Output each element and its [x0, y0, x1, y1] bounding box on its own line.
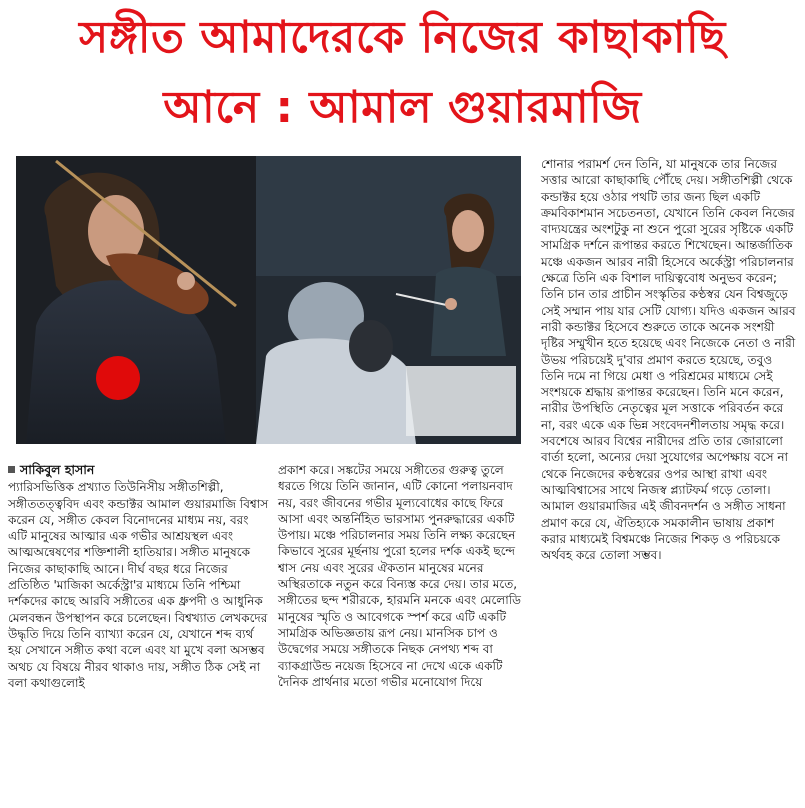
headline-line-2: আনে : আমাল গুয়ারমাজি	[163, 82, 642, 133]
article-photo	[16, 156, 521, 444]
photo-violinist	[16, 156, 256, 444]
red-marker-dot	[96, 356, 140, 400]
article-column-1	[8, 462, 270, 691]
column-3-text: শোনার পরামর্শ দেন তিনি, যা মানুষকে তার নিজের সত্তার আরো কাছাকাছি পৌঁছে দেয়। সঙ্গীতশিল্পী থেকে কন্ডাক্টর হয়ে ওঠার পথটি তার জন্য ছিল একটি ক্রমবিকাশমান সচেতনতা, যেখানে তিনি কেবল নিজের বাদ্যযন্ত্রের অংশটুকু না শুনে পুরো সুরের সৃষ্টিকে একটি সামগ্রিক দর্শনে রূপান্তর করতে শিখেছেন। আন্তর্জাতিক মঞ্চে একজন আরব নারী হিসেবে অর্কেস্ট্রা পরিচালনার ক্ষেত্রে তিনি এক বিশাল দায়িত্ববোধ অনুভব করেন; তিনি চান তার প্রাচীন সংস্কৃতির কণ্ঠস্বর যেন বিশ্বজুড়ে সেই সম্মান পায় যার সেটি যোগ্য। যদিও একজন আরব নারী কন্ডাক্টর হিসেবে শুরুতে তাকে অনেক সংশয়ী দৃষ্টির সম্মুখীন হতে হয়েছে এবং নিজেকে নেতা ও নারী উভয় পরিচয়েই দু'বার প্রমাণ করতে হয়েছে, তবুও তিনি দমে না গিয়ে মেধা ও পরিশ্রমের মাধ্যমে সেই সংশয়কে শ্রদ্ধায় রূপান্তর করেছেন। তিনি মনে করেন, নারীর উপস্থিতি নেতৃত্বের মূল সত্তাকে পরিবর্তন করে না, বরং একে এক ভিন্ন সংবেদনশীলতায় সমৃদ্ধ করে। সবশেষে আরব বিশ্বের নারীদের প্রতি তার জোরালো বার্তা হলো, অন্যের দেয়া সুযোগের অপেক্ষায় বসে না থেকে নিজেদের কণ্ঠস্বরের ওপর আস্থা রাখা এবং আত্মবিশ্বাসের সাথে নিজস্ব প্ল্যাটফর্ম গড়ে তোলা। আমাল গুয়ারমাজির এই জীবনদর্শন ও সঙ্গীত সাধনা প্রমাণ করে যে, ঐতিহ্যকে সমকালীন ভাষায় প্রকাশ করার মাধ্যমেই বিশ্বমঞ্চে নিজের শিকড় ও পরিচয়কে অর্থবহ করে তোলা সম্ভব।	[541, 157, 796, 563]
byline	[8, 462, 270, 478]
headline-line-1: সঙ্গীত আমাদেরকে নিজের কাছাকাছি	[79, 12, 726, 63]
photo-conductor	[256, 156, 521, 444]
column-2-text: প্রকাশ করে। সঙ্কটের সময়ে সঙ্গীতের গুরুত্ব তুলে ধরতে গিয়ে তিনি জানান, এটি কোনো পলায়নবাদ নয়, বরং জীবনের গভীর মূল্যবোধের কাছে ফিরে আসা এবং অন্তর্নিহিত ভারসাম্য পুনরুদ্ধারের একটি উপায়। মঞ্চে পরিচালনার সময় তিনি লক্ষ্য করেছেন কিভাবে সুরের মূর্ছনায় পুরো হলের দর্শক একই ছন্দে শ্বাস নেয় এবং সুরের ঐকতান মানুষের মনের অস্থিরতাকে নতুন করে বিন্যস্ত করে দেয়। তার মতে, সঙ্গীতের ছন্দ শরীরকে, হারমনি মনকে এবং মেলোডি মানুষের স্মৃতি ও আবেগকে স্পর্শ করে এটি একটি সামগ্রিক অভিজ্ঞতায় রূপ নেয়। মানসিক চাপ ও উদ্বেগের সময়ে সঙ্গীতকে নিছক নেপথ্য শব্দ বা ব্যাকগ্রাউন্ড নয়েজ হিসেবে না দেখে একে একটি দৈনিক প্রার্থনার মতো গভীর মনোযোগ দিয়ে	[278, 463, 521, 689]
byline-bullet-icon	[8, 466, 15, 473]
article-column-2	[278, 462, 528, 690]
column-1-text: প্যারিসভিত্তিক প্রখ্যাত তিউনিসীয় সঙ্গীতশিল্পী, সঙ্গীততত্ত্ববিদ এবং কন্ডাক্টর আমাল গুয়ারমাজি বিশ্বাস করেন যে, সঙ্গীত কেবল বিনোদনের মাধ্যম নয়, বরং এটি মানুষের আত্মার এক গভীর আশ্রয়স্থল এবং আত্মঅন্বেষণের শক্তিশালী হাতিয়ার। সঙ্গীত মানুষকে নিজের কাছাকাছি আনে। দীর্ঘ বছর ধরে নিজের প্রতিষ্ঠিত 'মাজিকা অর্কেস্ট্রা'র মাধ্যমে তিনি পশ্চিমা দর্শকদের কাছে আরবি সঙ্গীতের এক ধ্রুপদী ও আধুনিক মেলবন্ধন উপস্থাপন করে চলেছেন। বিশ্বখ্যাত লেখকদের উদ্ধৃতি দিয়ে তিনি ব্যাখ্যা করেন যে, যেখানে শব্দ ব্যর্থ হয় সেখানে সঙ্গীত কথা বলে এবং যা মুখে বলা অসম্ভব অথচ যে বিষয়ে নীরব থাকাও দায়, সঙ্গীত ঠিক সেই না বলা কথাগুলোই	[8, 480, 269, 690]
headline	[0, 0, 805, 150]
article-column-3	[541, 156, 799, 563]
byline-author: সাকিবুল হাসান	[20, 462, 95, 477]
